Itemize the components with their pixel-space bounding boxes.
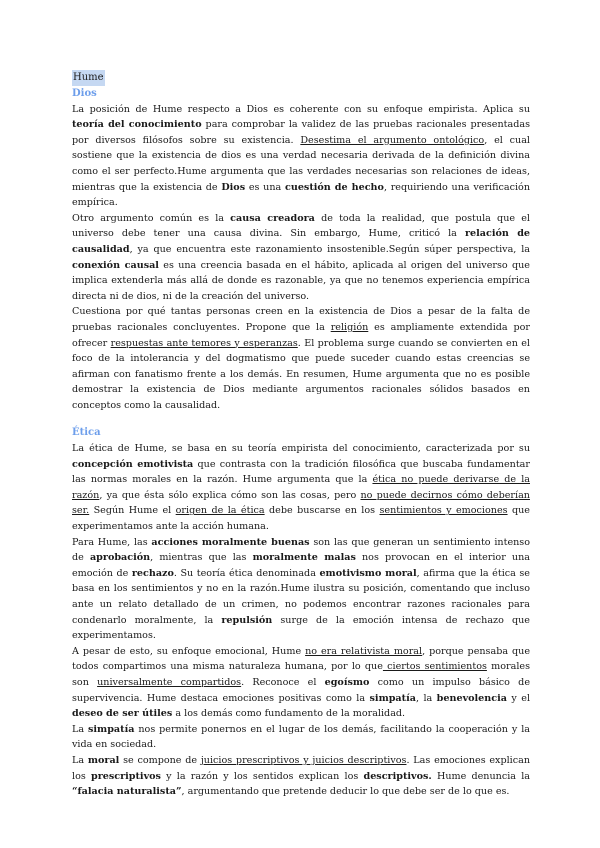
text-run: , afirma que la ética se basa en los sentimientos y no en la razón.Hume ilustra su posición, comentando que incluso ante un relato detallado de un crimen, no podemos encontrar razones racionales para condenarlo moralmente, la bbox=[72, 567, 530, 626]
text-run: . El problema surge cuando se convierten en el foco de la intolerancia y del dogmatismo que puede suceder cuando estas creencias se afirman con fanatismo frente a los demás. En resumen, Hume argumenta que no es posible demostrar la existencia de Dios mediante argumentos racionales sólidos basados en conceptos como la causalidad. bbox=[72, 337, 530, 411]
text-run: es una bbox=[245, 181, 285, 193]
section-body-dios bbox=[72, 102, 530, 414]
paragraph bbox=[72, 441, 530, 535]
text-run: de toda la realidad, que postula que el universo debe tener una causa divina. Sin embargo, Hume, criticó la bbox=[72, 212, 530, 240]
text-run: para comprobar la validez de las pruebas racionales presentadas por diversos filósofos sobre su existencia. bbox=[72, 119, 531, 146]
text-run: son las que generan un sentimiento intenso de bbox=[72, 536, 531, 564]
text-run: , mientras que las bbox=[150, 552, 253, 564]
paragraph bbox=[72, 535, 530, 644]
document-title: Hume bbox=[72, 70, 105, 86]
text-run: , requiriendo una verificación empírica. bbox=[72, 181, 530, 209]
text-run: surge de la emoción intensa de rechazo que experimentamos. bbox=[72, 614, 530, 642]
text-run: debe buscarse en los bbox=[264, 505, 380, 517]
text-run: La bbox=[72, 754, 88, 766]
text-run: . Reconoce el bbox=[241, 676, 325, 688]
underlined-phrase: no puede decirnos cómo deberían ser. bbox=[72, 489, 530, 517]
bold-term: emotivismo moral bbox=[319, 567, 417, 579]
text-run: A pesar de esto, su enfoque emocional, Hume bbox=[72, 645, 306, 657]
bold-term: aprobación bbox=[89, 552, 151, 564]
underlined-phrase: ciertos sentimientos bbox=[382, 661, 487, 673]
text-run: nos permite ponernos en el lugar de los demás, facilitando la cooperación y la vida en sociedad. bbox=[72, 723, 530, 751]
bold-term: moralmente malas bbox=[252, 552, 356, 564]
underlined-phrase: Desestima el argumento ontológico bbox=[300, 134, 485, 146]
bold-term: rechazo bbox=[131, 567, 174, 579]
text-run: y el bbox=[506, 692, 531, 704]
bold-term: teoría del conocimiento bbox=[72, 119, 202, 131]
text-run: Cuestiona por qué tantas personas creen en la existencia de Dios a pesar de la falta de pruebas racionales concluyentes. Propone que la bbox=[72, 306, 530, 333]
bold-term: benevolencia bbox=[436, 692, 507, 704]
text-run: se compone de bbox=[119, 754, 201, 766]
underlined-phrase: juicios prescriptivos y juicios descriptivos bbox=[200, 754, 407, 766]
bold-term: simpatía bbox=[88, 723, 135, 735]
paragraph bbox=[72, 722, 530, 753]
paragraph bbox=[72, 211, 530, 305]
underlined-phrase: origen de la ética bbox=[175, 505, 265, 517]
bold-term: moral bbox=[87, 754, 120, 766]
bold-term: Dios bbox=[221, 181, 246, 193]
underlined-phrase: respuestas ante temores y esperanzas bbox=[110, 337, 298, 349]
document-page bbox=[72, 70, 530, 800]
text-run: que experimentamos ante la acción humana. bbox=[72, 505, 530, 533]
text-run: La posición de Hume respecto a Dios es coherente con su enfoque empirista. Aplica su bbox=[72, 103, 530, 115]
text-run: , porque pensaba que todos compartimos una misma naturaleza humana, por lo que bbox=[72, 645, 530, 673]
section-spacer bbox=[72, 413, 530, 425]
text-run: Otro argumento común es la bbox=[72, 212, 231, 224]
text-run: , la bbox=[415, 692, 437, 704]
section-heading-dios: Dios bbox=[72, 88, 97, 99]
paragraph bbox=[72, 753, 530, 800]
bold-term: prescriptivos bbox=[90, 770, 161, 782]
paragraph bbox=[72, 304, 530, 413]
text-run: como un impulso básico de supervivencia. Hume destaca emociones positivas como la bbox=[72, 676, 530, 704]
underlined-phrase: religión bbox=[330, 321, 369, 333]
text-run: es ampliamente extendida por ofrecer bbox=[72, 321, 530, 349]
bold-term: causa creadora bbox=[230, 212, 315, 224]
bold-term: “falacia naturalista” bbox=[72, 786, 182, 798]
text-run: La bbox=[72, 723, 89, 735]
bold-term: relación de causalidad bbox=[72, 228, 531, 255]
bold-term: simpatía bbox=[369, 692, 416, 704]
underlined-phrase: no era relativista moral bbox=[305, 645, 423, 657]
bold-term: descriptivos. bbox=[363, 770, 432, 782]
text-run: , ya que ésta sólo explica cómo son las cosas, pero bbox=[99, 489, 361, 501]
underlined-phrase: ética no puede derivarse de la razón bbox=[72, 474, 530, 501]
bold-term: deseo de ser útiles bbox=[72, 708, 173, 720]
text-run: nos provocan en el interior una emoción de bbox=[72, 552, 531, 579]
text-run: , argumentando que pretende deducir lo que debe ser de lo que es. bbox=[181, 786, 510, 798]
text-run: Para Hume, las bbox=[72, 536, 152, 548]
bold-term: egoísmo bbox=[324, 676, 370, 688]
underlined-phrase: sentimientos y emociones bbox=[379, 505, 508, 517]
text-run: es una creencia basada en el hábito, aplicada al origen del universo que implica extenderla más allá de donde es razonable, ya que no tenemos experiencia empírica directa ni de dios, ni de la creación del universo. bbox=[72, 259, 530, 302]
paragraph bbox=[72, 102, 530, 211]
bold-term: repulsión bbox=[221, 614, 273, 626]
underlined-phrase: universalmente compartidos bbox=[97, 676, 242, 688]
bold-term: cuestión de hecho bbox=[285, 181, 384, 193]
text-run: , ya que encuentra este razonamiento insostenible.Según súper perspectiva, la bbox=[129, 243, 530, 255]
section-heading-etica: Ética bbox=[72, 427, 101, 439]
text-run: , el cual sostiene que la existencia de dios es una verdad necesaria derivada de la definición divina como el ser perfecto.Hume argumenta que las verdades necesarias son relaciones de ideas, mientras que la existencia de bbox=[72, 134, 530, 193]
text-run: . Su teoría ética denominada bbox=[173, 567, 320, 579]
text-run: que contrasta con la tradición filosófica que buscaba fundamentar las normas morales en la razón. Hume argumenta que la bbox=[72, 458, 530, 486]
text-run: y la razón y los sentidos explican los bbox=[160, 770, 364, 782]
text-run: . Las emociones explican los bbox=[72, 754, 531, 782]
bold-term: concepción emotivista bbox=[72, 458, 194, 470]
text-run: Hume denuncia la bbox=[431, 770, 530, 782]
bold-term: acciones moralmente buenas bbox=[151, 536, 310, 548]
text-run: morales son bbox=[72, 661, 530, 688]
paragraph bbox=[72, 644, 530, 722]
section-body-etica bbox=[72, 441, 530, 800]
bold-term: conexión causal bbox=[72, 259, 159, 271]
text-run: Según Hume el bbox=[89, 505, 176, 517]
text-run: La ética de Hume, se basa en su teoría empirista del conocimiento, caracterizada por su bbox=[72, 443, 530, 455]
text-run: a los demás como fundamento de la moralidad. bbox=[172, 708, 406, 720]
